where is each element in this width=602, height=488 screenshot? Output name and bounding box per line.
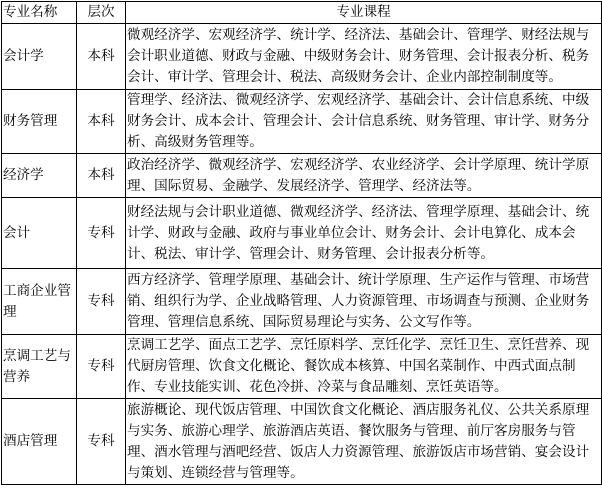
major-level: 本科 [77, 90, 126, 154]
major-level: 专科 [77, 198, 126, 269]
major-level: 专科 [77, 269, 126, 335]
table-row [2, 335, 602, 399]
major-courses: 旅游概论、现代饭店管理、中国饮食文化概论、酒店服务礼仪、公共关系原理与实务、旅游心理学、旅游酒店英语、餐饮服务与管理、前厅客房服务与管理、酒水管理与酒吧经营、饭店人力资源管理、旅游饭店市场营销、宴会设计与策划、连锁经营与管理等。 [126, 399, 602, 485]
table-row [2, 269, 602, 335]
major-courses: 管理学、经济法、微观经济学、宏观经济学、基础会计、会计信息系统、中级财务会计、成本会计、管理会计、会计信息系统、财务管理、审计学、财务分析、高级财务管理等。 [126, 90, 602, 154]
major-name: 会计学 [2, 24, 77, 90]
table-row [2, 198, 602, 269]
major-level: 本科 [77, 24, 126, 90]
table-row [2, 154, 602, 198]
major-courses: 微观经济学、宏观经济学、统计学、经济法、基础会计、管理学、财经法规与会计职业道德、财政与金融、中级财务会计、财务管理、会计报表分析、税务会计、审计学、管理会计、税法、高级财务会计、企业内部控制制度等。 [126, 24, 602, 90]
major-name: 酒店管理 [2, 399, 77, 485]
major-level: 专科 [77, 399, 126, 485]
major-level: 本科 [77, 154, 126, 198]
major-courses: 西方经济学、管理学原理、基础会计、统计学原理、生产运作与管理、市场营销、组织行为学、企业战略管理、人力资源管理、市场调查与预测、企业财务管理、管理信息系统、国际贸易理论与实务、公文写作等。 [126, 269, 602, 335]
major-courses: 烹调工艺学、面点工艺学、烹饪原料学、烹饪化学、烹饪卫生、烹饪营养、现代厨房管理、饮食文化概论、餐饮成本核算、中国名菜制作、中西式面点制作、专业技能实训、花色冷拼、冷菜与食品雕刻、烹饪英语等。 [126, 335, 602, 399]
header-major-name: 专业名称 [2, 2, 77, 24]
major-courses: 财经法规与会计职业道德、微观经济学、经济法、管理学原理、基础会计、统计学、财政与金融、政府与事业单位会计、财务会计、会计电算化、成本会计、税法、审计学、管理会计、财务管理、会计报表分析等。 [126, 198, 602, 269]
table-row [2, 24, 602, 90]
major-name: 工商企业管理 [2, 269, 77, 335]
major-name: 财务管理 [2, 90, 77, 154]
header-level: 层次 [77, 2, 126, 24]
major-name: 烹调工艺与营养 [2, 335, 77, 399]
major-name: 经济学 [2, 154, 77, 198]
majors-table [1, 1, 602, 485]
header-row [2, 2, 602, 24]
table-row [2, 90, 602, 154]
table-row [2, 399, 602, 485]
major-level: 专科 [77, 335, 126, 399]
header-courses: 专业课程 [126, 2, 602, 24]
major-name: 会计 [2, 198, 77, 269]
major-courses: 政治经济学、微观经济学、宏观经济学、农业经济学、会计学原理、统计学原理、国际贸易、金融学、发展经济学、管理学、经济法等。 [126, 154, 602, 198]
